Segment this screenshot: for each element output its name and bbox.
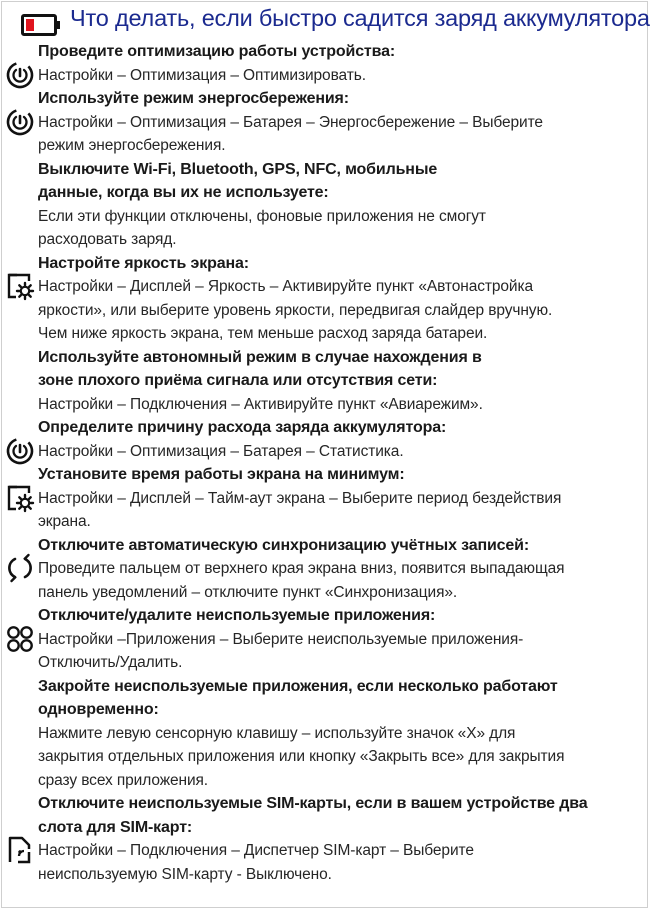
section-body xyxy=(0,557,651,604)
power-cycle-icon xyxy=(5,436,35,466)
section-heading: Определите причину расхода заряда аккумулятора: xyxy=(38,419,447,436)
section-heading: данные, когда вы их не используете: xyxy=(38,184,329,201)
section-heading: Проведите оптимизацию работы устройства: xyxy=(38,43,396,60)
section-heading: Установите время работы экрана на минимум: xyxy=(38,466,405,483)
instruction-section xyxy=(0,675,651,793)
section-heading: Отключите/удалите неиспользуемые приложения: xyxy=(38,607,436,624)
section-body-line: панель уведомлений – отключите пункт «Синхронизация». xyxy=(38,583,458,601)
section-heading: Отключите неиспользуемые SIM-карты, если в вашем устройстве два xyxy=(38,795,588,812)
section-body xyxy=(0,487,651,534)
section-body-line: экрана. xyxy=(38,513,91,530)
power-cycle-icon xyxy=(5,107,35,137)
apps-icon xyxy=(5,624,35,654)
instruction-section xyxy=(0,158,651,252)
section-body-line: яркости», или выберите уровень яркости, передвигая слайдер вручную. xyxy=(38,301,553,319)
section-body-line: Настройки – Оптимизация – Оптимизировать. xyxy=(38,66,366,84)
section-body-line: Проведите пальцем от верхнего края экрана вниз, появится выпадающая xyxy=(38,560,565,577)
section-body-line: неиспользуемую SIM-карту - Выключено. xyxy=(38,865,332,883)
section-body-line: Настройки – Оптимизация – Батарея – Энергосбережение – Выберите xyxy=(38,113,543,131)
instruction-section xyxy=(0,534,651,605)
section-heading: одновременно: xyxy=(38,701,159,718)
section-body-line: закрытия отдельных приложения или кнопку «Закрыть все» для закрытия xyxy=(38,748,565,765)
low-battery-icon xyxy=(21,14,61,36)
instruction-section xyxy=(0,604,651,675)
section-body-line: Настройки – Подключения – Диспетчер SIM-карт – Выберите xyxy=(38,842,474,859)
section-body xyxy=(0,275,651,346)
section-body-line: Настройки – Дисплей – Тайм-аут экрана – Выберите период бездействия xyxy=(38,489,562,507)
section-heading: Настройте яркость экрана: xyxy=(38,254,249,272)
section-body-line: сразу всех приложения. xyxy=(38,771,208,789)
section-body-line: Настройки – Подключения – Активируйте пункт «Авиарежим». xyxy=(38,395,483,413)
section-body-line: Если эти функции отключены, фоновые приложения не смогут xyxy=(38,207,486,225)
section-heading: слота для SIM-карт: xyxy=(38,818,193,836)
instruction-section xyxy=(0,416,651,463)
section-body xyxy=(0,628,651,675)
instruction-section xyxy=(0,40,651,87)
section-body xyxy=(0,64,651,88)
instruction-section xyxy=(0,252,651,346)
instruction-section xyxy=(0,792,651,886)
power-cycle-icon xyxy=(5,60,35,90)
section-body-line: Настройки –Приложения – Выберите неиспользуемые приложения- xyxy=(38,630,524,648)
section-body-line: расходовать заряд. xyxy=(38,231,177,248)
section-body-line: Настройки – Оптимизация – Батарея – Статистика. xyxy=(38,442,404,460)
title-row xyxy=(0,5,651,39)
instructions-list xyxy=(0,40,651,886)
page-title: Что делать, если быстро садится заряд аккумулятора xyxy=(70,5,650,31)
section-heading: Выключите Wi-Fi, Bluetooth, GPS, NFC, мобильные xyxy=(38,160,438,178)
section-body-line: Чем ниже яркость экрана, тем меньше расход заряда батареи. xyxy=(38,325,488,342)
section-body-line: Отключить/Удалить. xyxy=(38,654,183,671)
section-body-line: Нажмите левую сенсорную клавишу – используйте значок «X» для xyxy=(38,724,516,742)
section-body-line: режим энергосбережения. xyxy=(38,137,226,154)
display-settings-icon xyxy=(5,271,35,301)
section-body xyxy=(0,440,651,464)
instruction-section xyxy=(0,346,651,417)
section-heading: Используйте автономный режим в случае нахождения в xyxy=(38,348,482,366)
section-heading: Отключите автоматическую синхронизацию учётных записей: xyxy=(38,536,530,554)
section-heading: Используйте режим энергосбережения: xyxy=(38,90,349,107)
display-settings-icon xyxy=(5,483,35,513)
section-heading: Закройте неиспользуемые приложения, если несколько работают xyxy=(38,677,558,695)
instruction-section xyxy=(0,87,651,158)
section-body xyxy=(0,839,651,886)
section-body-line: Настройки – Дисплей – Яркость – Активируйте пункт «Автонастройка xyxy=(38,278,534,295)
sim-card-icon xyxy=(5,835,35,865)
sync-icon xyxy=(5,553,35,583)
instruction-section xyxy=(0,463,651,534)
section-heading: зоне плохого приёма сигнала или отсутствия сети: xyxy=(38,372,438,389)
section-body xyxy=(0,393,651,417)
section-body xyxy=(0,205,651,252)
section-body xyxy=(0,722,651,793)
section-body xyxy=(0,111,651,158)
